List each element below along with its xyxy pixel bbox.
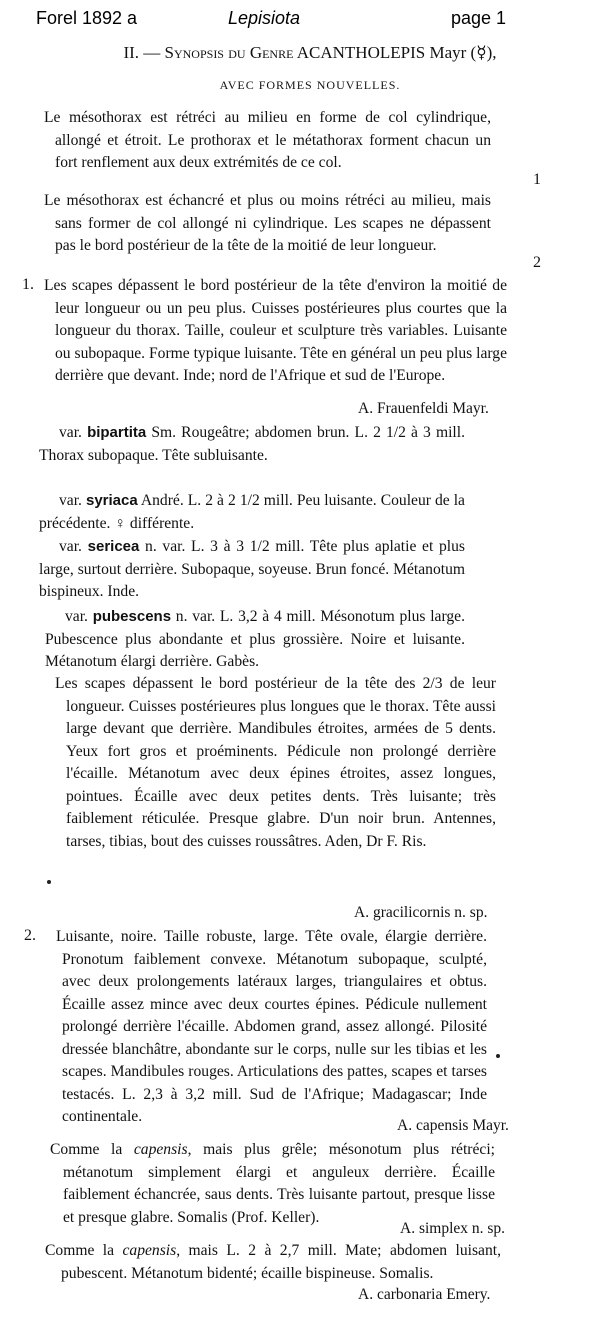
variety-pubescens: [45, 606, 465, 674]
comparison-prefix: Comme la: [50, 1141, 123, 1158]
couplet-1a: Le mésothorax est rétréci au milieu en forme de col cylindrique, allongé et étroit. Le prothorax et le métathorax forment chacun un fort renflement aux deux extrémités de ce col.: [44, 109, 491, 171]
couplet-3c-text: , mais L. 2 à 2,7 mill. Mate; abdomen luisant, pubescent. Métanotum bidenté; écaille bispineuse. Somalis.: [61, 1242, 501, 1282]
species-gracilicornis: A. gracilicornis n. sp.: [354, 904, 488, 921]
variety-description: Sm. Rougeâtre; abdomen brun. L. 2 1/2 à 3 mill. Thorax subopaque. Tête subluisante.: [39, 424, 465, 464]
couplet-2-number: 1.: [22, 276, 34, 293]
margin-mark: [496, 1054, 500, 1058]
title-prefix: II. —: [123, 43, 165, 62]
variety-sericea: [39, 536, 465, 604]
margin-mark: [47, 880, 51, 884]
couplet-1b-ref: 2: [533, 254, 541, 271]
variety-label: var.: [59, 538, 82, 555]
title-synopsis: Synopsis du Genre: [164, 43, 294, 62]
couplet-3b-text: , mais plus grêle; mésonotum plus rétréci; métanotum simplement élargi et anguleux derrière. Écaille faiblement échancrée, saus dents. Très luisante partout, presque lisse et presque glabre. Somalis (Prof. Keller).: [63, 1141, 495, 1226]
couplet-2b: Les scapes dépassent le bord postérieur de la tête des 2/3 de leur longueur. Cuisses postérieures plus longues que le thorax. Tête aussi large devant que derrière. Mandibules étroites, armées de 5 dents. Yeux fort gros et proéminents. Pédicule non prolongé derrière l'écaille. Métanotum avec deux épines étroites, assez longues, pointues. Écaille avec deux petites dents. Très luisante; très faiblement réticulée. Presque glabre. D'un noir brun. Antennes, tarses, tibias, bout des cuisses roussâtres. Aden, Dr F. Ris.: [55, 675, 496, 850]
couplet-3c: [45, 1240, 501, 1285]
section-title: [40, 43, 580, 63]
species-capensis: A. capensis Mayr.: [397, 1117, 509, 1134]
variety-description: n. var. L. 3,2 à 4 mill. Mésonotum plus large. Pubescence plus abondante et plus grossière. Noire et luisante. Métanotum élargi derrière. Gabès.: [45, 608, 465, 670]
couplet-3-number: 2.: [24, 927, 36, 944]
couplet-3a: Luisante, noire. Taille robuste, large. Tête ovale, élargie derrière. Pronotum faiblement convexe. Métanotum subopaque, sculpté, avec deux prolongements latéraux larges, triangulaires et obtus. Écaille assez mince avec deux courtes épines. Pédicule nullement prolongé derrière l'écaille. Abdomen grand, assez allongé. Pilosité dressée blanchâtre, abondante sur le corps, nulle sur les tibias et les scapes. Mandibules rouges. Articulations des pattes, scapes et tarses testacés. L. 2,3 à 3,2 mill. Sud de l'Afrique; Madagascar; Inde continentale.: [56, 928, 487, 1125]
header-genus: Lepisiota: [228, 8, 301, 28]
section-subtitle: AVEC FORMES NOUVELLES.: [219, 78, 401, 92]
couplet-1a-ref: 1: [533, 171, 541, 188]
comparison-prefix: Comme la: [45, 1242, 115, 1259]
variety-label: var.: [59, 424, 82, 441]
variety-name: bipartita: [87, 424, 147, 441]
couplet-3b: [50, 1139, 495, 1229]
title-author: Mayr: [429, 43, 467, 62]
couplet-1b: Le mésothorax est échancré et plus ou moins rétréci au milieu, mais sans former de col allongé ni cylindrique. Les scapes ne dépassent pas le bord postérieur de la tête de la moitié de leur longueur.: [44, 192, 491, 254]
variety-description: n. var. L. 3 à 3 1/2 mill. Tête plus aplatie et plus large, surtout derrière. Subopaque, soyeuse. Brun foncé. Métanotum bispineux. Inde.: [39, 538, 465, 600]
species-carbonaria: A. carbonaria Emery.: [358, 1286, 491, 1303]
variety-bipartita: [39, 422, 465, 467]
variety-label: var.: [65, 608, 88, 625]
title-genus: ACANTHOLEPIS: [296, 43, 426, 62]
comparison-species: capensis: [122, 1242, 177, 1259]
header-author-year: Forel 1892 a: [36, 8, 138, 28]
variety-label: var.: [59, 492, 82, 509]
variety-syriaca: [39, 490, 465, 535]
variety-description: André. L. 2 à 2 1/2 mill. Peu luisante. Couleur de la précédente. ♀ différente.: [39, 492, 465, 532]
title-worker-symbol: (☿),: [470, 43, 497, 62]
species-frauenfeldi: A. Frauenfeldi Mayr.: [358, 400, 489, 417]
header-page-number: page 1: [451, 8, 507, 28]
variety-name: sericea: [87, 538, 140, 555]
species-simplex: A. simplex n. sp.: [400, 1220, 506, 1237]
comparison-species: capensis: [133, 1141, 188, 1158]
variety-name: pubescens: [92, 608, 172, 625]
couplet-2a: Les scapes dépassent le bord postérieur de la tête d'environ la moitié de leur longueur ou un peu plus. Cuisses postérieures plus courtes que la longueur du thorax. Taille, couleur et sculpture très variables. Luisante ou subopaque. Forme typique luisante. Tête en général un peu plus large derrière que devant. Inde; nord de l'Afrique et sud de l'Europe.: [44, 277, 507, 384]
variety-name: syriaca: [85, 492, 138, 509]
